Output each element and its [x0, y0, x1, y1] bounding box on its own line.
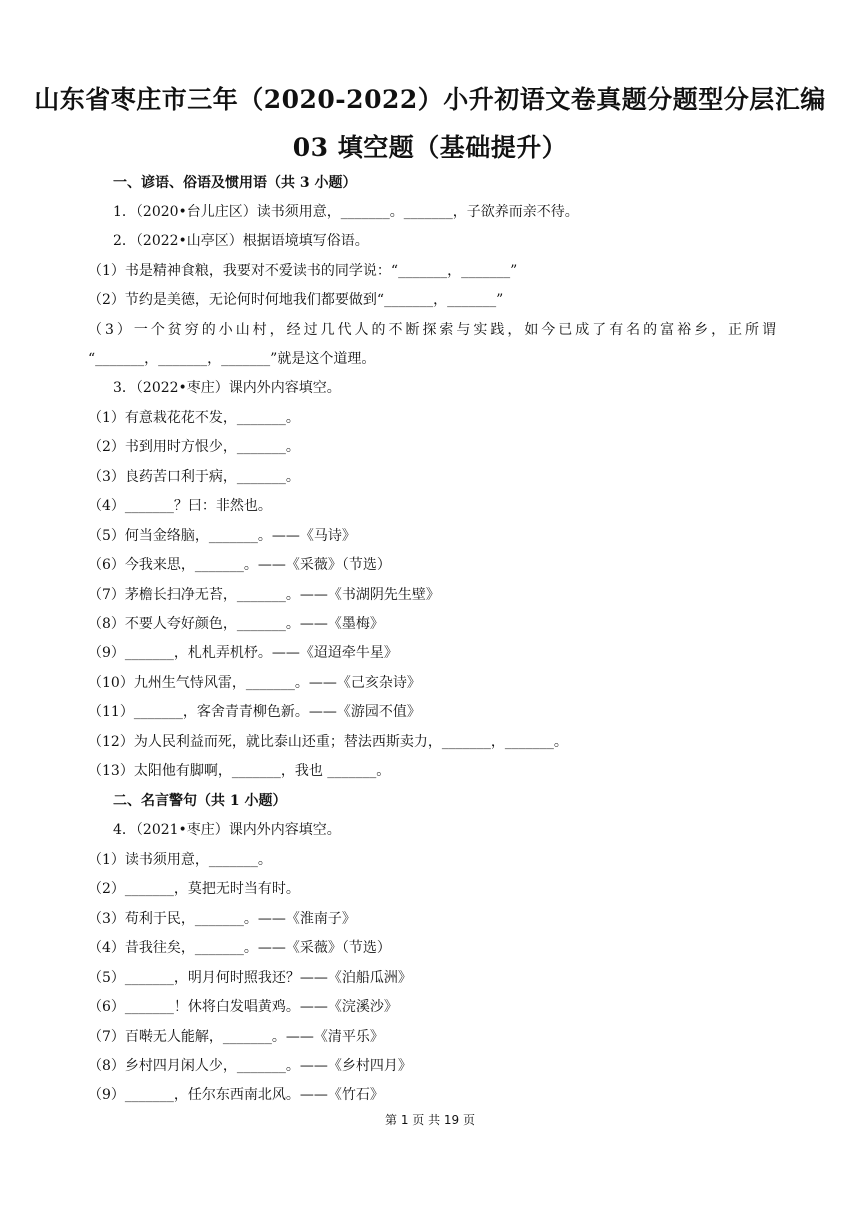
question-3: 3．（2022•枣庄）课内外内容填空。	[113, 380, 341, 396]
question-4-item: （5）_______，明月何时照我还？——《泊船瓜洲》	[88, 970, 412, 986]
question-4-item: （3）苟利于民，_______。——《淮南子》	[88, 911, 356, 927]
question-4-item: （9）_______，任尔东西南北风。——《竹石》	[88, 1087, 384, 1103]
question-3-item: （13）太阳他有脚啊，_______，我也 _______。	[88, 763, 391, 779]
question-4-item: （2）_______，莫把无时当有时。	[88, 881, 300, 897]
question-4: 4．（2021•枣庄）课内外内容填空。	[113, 822, 341, 838]
question-4-item: （6）_______！休将白发唱黄鸡。——《浣溪沙》	[88, 999, 398, 1015]
question-2-item-1: （1）书是精神食粮，我要对不爱读书的同学说：“_______，_______”	[88, 263, 518, 279]
question-3-item: （6）今我来思，_______。——《采薇》（节选）	[88, 557, 391, 573]
page-number-footer: 第 1 页 共 19 页	[385, 1113, 475, 1127]
document-title-line-1: 山东省枣庄市三年（2020-2022）小升初语文卷真题分题型分层汇编	[34, 85, 826, 114]
question-3-item: （11）_______，客舍青青柳色新。——《游园不值》	[88, 704, 421, 720]
question-3-item: （12）为人民利益而死，就比泰山还重；替法西斯卖力，_______，_______。	[88, 734, 568, 750]
question-3-item: （10）九州生气恃风雷，_______。——《己亥杂诗》	[88, 675, 421, 691]
question-3-item: （7）茅檐长扫净无苔，_______。——《书湖阴先生壁》	[88, 587, 440, 603]
question-3-item: （3）良药苦口利于病，_______。	[88, 469, 300, 485]
document-title-line-2: 03 填空题（基础提升）	[292, 133, 568, 162]
question-4-item: （4）昔我往矣，_______。——《采薇》（节选）	[88, 940, 391, 956]
section-heading-proverbs: 一、谚语、俗语及惯用语（共 3 小题）	[113, 175, 357, 191]
question-1: 1．（2020•台儿庄区）读书须用意，_______。_______，子欲养而亲不待。	[113, 204, 579, 220]
question-2-item-2: （2）节约是美德，无论何时何地我们都要做到“_______，_______”	[88, 292, 504, 308]
question-2: 2．（2022•山亭区）根据语境填写俗语。	[113, 233, 369, 249]
question-3-item: （8）不要人夸好颜色，_______。——《墨梅》	[88, 616, 384, 632]
question-4-item: （1）读书须用意，_______。	[88, 852, 272, 868]
question-3-item: （2）书到用时方恨少，_______。	[88, 439, 300, 455]
question-2-item-3-line-2: “_______，_______，_______”就是这个道理。	[88, 351, 376, 367]
section-heading-quotes: 二、名言警句（共 1 小题）	[113, 793, 287, 809]
question-2-item-3-line-1: （3）一个贫穷的小山村，经过几代人的不断探索与实践，如今已成了有名的富裕乡，正所谓	[88, 322, 776, 338]
question-4-item: （8）乡村四月闲人少，_______。——《乡村四月》	[88, 1058, 412, 1074]
question-3-item: （9）_______，札札弄机杼。——《迢迢牵牛星》	[88, 645, 398, 661]
question-3-item: （4）_______？曰：非然也。	[88, 498, 272, 514]
question-4-item: （7）百啭无人能解，_______。——《清平乐》	[88, 1029, 384, 1045]
question-3-item: （1）有意栽花花不发，_______。	[88, 410, 300, 426]
question-3-item: （5）何当金络脑，_______。——《马诗》	[88, 528, 356, 544]
